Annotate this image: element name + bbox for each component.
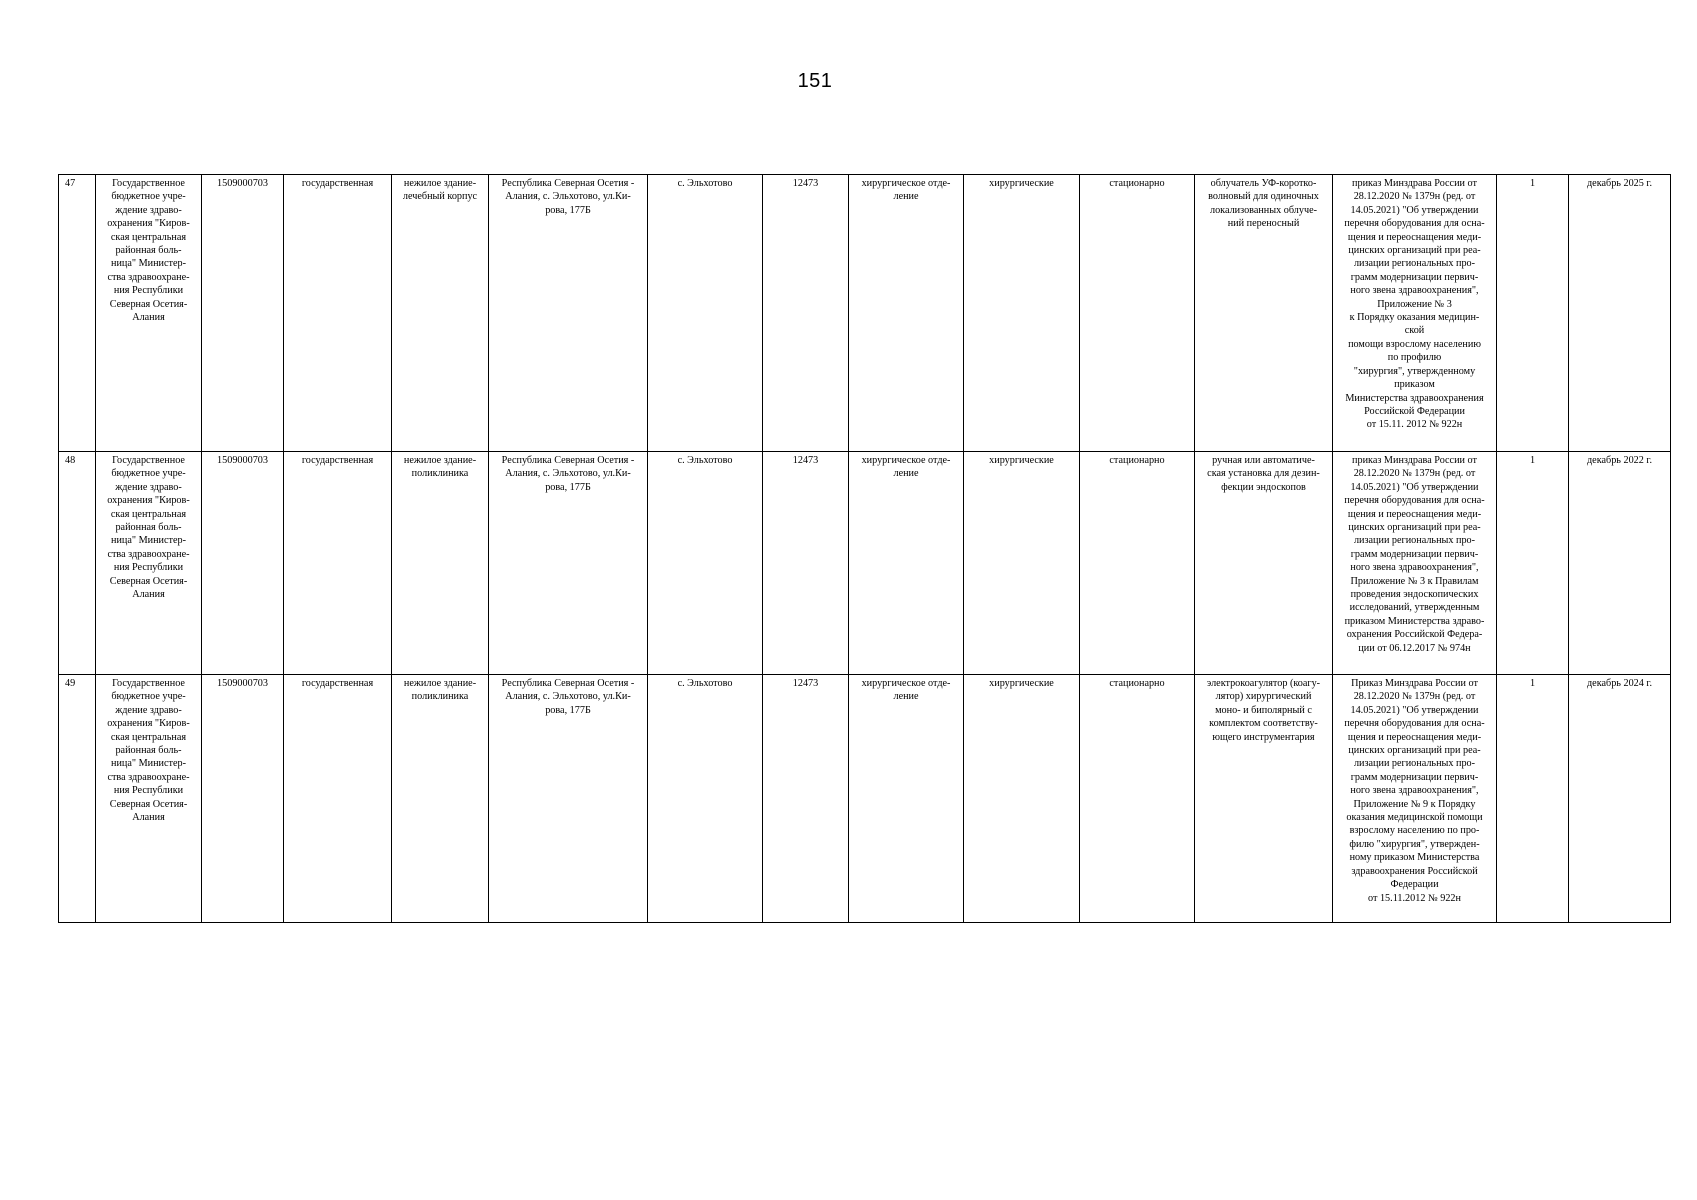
cell-line: лизации региональных про- xyxy=(1353,258,1476,270)
cell-line: ская установка для дезин- xyxy=(1207,468,1320,480)
cell-line: поликлиника xyxy=(411,691,469,703)
locality: с. Эльхотово xyxy=(648,452,763,675)
population: 12473 xyxy=(763,452,849,675)
equipment-registry-table xyxy=(58,174,1671,923)
cell-line: филю "хирургия", утвержден- xyxy=(1349,838,1480,850)
cell-line: ства здравоохране- xyxy=(107,548,190,560)
cell-line: облучатель УФ-коротко- xyxy=(1210,178,1317,189)
cell-line: нежилое здание- xyxy=(403,178,477,189)
cell-line: ручная или автоматиче- xyxy=(1212,455,1315,466)
cell-line: грамм модернизации первич- xyxy=(1350,771,1479,783)
organization-name xyxy=(96,175,202,452)
deadline: декабрь 2022 г. xyxy=(1569,452,1671,675)
cell-line: бюджетное учре- xyxy=(111,191,186,203)
cell-line: ница" Министер- xyxy=(111,758,186,770)
cell-line: рова, 177Б xyxy=(545,204,591,216)
cell-line: фекции эндоскопов xyxy=(1221,481,1306,493)
cell-line: Северная Осетия- xyxy=(109,575,188,587)
cell-line: ния Республики xyxy=(113,785,184,797)
locality: с. Эльхотово xyxy=(648,175,763,452)
cell-line: ждение здраво- xyxy=(115,704,182,716)
cell-line: Федерации xyxy=(1390,879,1439,891)
row-number: 49 xyxy=(59,675,96,923)
department xyxy=(849,452,964,675)
cell-line: Алания, с. Эльхотово, ул.Ки- xyxy=(505,468,631,480)
cell-line: волновый для одиночных xyxy=(1208,191,1319,203)
cell-line: районная боль- xyxy=(115,245,182,257)
cell-line: Государственное xyxy=(112,678,185,689)
cell-line: 28.12.2020 № 1379н (ред. от xyxy=(1353,468,1476,480)
table-row xyxy=(59,175,1671,452)
cell-line: ющего инструментария xyxy=(1212,731,1315,743)
cell-line: Российской Федерации xyxy=(1364,405,1465,417)
cell-line: хирургическое отде- xyxy=(861,178,951,189)
cell-line: Министерства здравоохранения xyxy=(1345,392,1484,404)
cell-line: цинских организаций при реа- xyxy=(1348,522,1481,534)
building-type xyxy=(392,175,489,452)
care-form: стационарно xyxy=(1080,175,1195,452)
cell-line: хирургическое отде- xyxy=(861,678,951,689)
cell-line: Алания, с. Эльхотово, ул.Ки- xyxy=(505,191,631,203)
cell-line: Приложение № 3 к Правилам xyxy=(1350,575,1479,587)
cell-line: перечня оборудования для осна- xyxy=(1344,718,1485,730)
profile: хирургические xyxy=(964,675,1080,923)
cell-line: Республика Северная Осетия - xyxy=(501,178,635,189)
address xyxy=(489,452,648,675)
cell-line: приказом xyxy=(1394,379,1435,391)
cell-line: ния Республики xyxy=(113,285,184,297)
deadline: декабрь 2024 г. xyxy=(1569,675,1671,923)
cell-line: щения и переоснащения меди- xyxy=(1347,731,1482,743)
cell-line: взрослому населению по про- xyxy=(1349,825,1480,837)
page-number: 151 xyxy=(797,70,833,92)
cell-line: ление xyxy=(893,691,919,703)
cell-line: нежилое здание- xyxy=(403,678,477,689)
cell-line: ница" Министер- xyxy=(111,535,186,547)
inn: 1509000703 xyxy=(202,452,284,675)
building-type xyxy=(392,675,489,923)
cell-line: Государственное xyxy=(112,178,185,189)
locality: с. Эльхотово xyxy=(648,675,763,923)
cell-line: приказом Министерства здраво- xyxy=(1344,615,1485,627)
ownership-form: государственная xyxy=(284,175,392,452)
cell-line: ждение здраво- xyxy=(115,481,182,493)
address xyxy=(489,175,648,452)
cell-line: лизации региональных про- xyxy=(1353,758,1476,770)
cell-line: 14.05.2021) "Об утверждении xyxy=(1350,204,1479,216)
cell-line: ской xyxy=(1404,325,1425,337)
organization-name xyxy=(96,452,202,675)
cell-line: к Порядку оказания медицин- xyxy=(1349,312,1480,324)
cell-line: лечебный корпус xyxy=(402,191,478,203)
cell-line: ного звена здравоохранения", xyxy=(1350,785,1479,797)
cell-line: Алания xyxy=(132,312,165,324)
cell-line: цинских организаций при реа- xyxy=(1348,745,1481,757)
department xyxy=(849,675,964,923)
cell-line: электрокоагулятор (коагу- xyxy=(1206,678,1321,689)
cell-line: лизации региональных про- xyxy=(1353,535,1476,547)
cell-line: охранения Российской Федера- xyxy=(1346,629,1483,641)
cell-line: охранения "Киров- xyxy=(107,718,190,730)
cell-line: Приложение № 9 к Порядку xyxy=(1353,798,1476,810)
legal-basis xyxy=(1333,175,1497,452)
population: 12473 xyxy=(763,675,849,923)
cell-line: нежилое здание- xyxy=(403,455,477,466)
cell-line: рова, 177Б xyxy=(545,481,591,493)
cell-line: 14.05.2021) "Об утверждении xyxy=(1350,481,1479,493)
cell-line: ний переносный xyxy=(1227,218,1300,230)
cell-line: ская центральная xyxy=(110,231,187,243)
cell-line: "хирургия", утвержденному xyxy=(1353,365,1476,377)
cell-line: бюджетное учре- xyxy=(111,468,186,480)
cell-line: охранения "Киров- xyxy=(107,495,190,507)
cell-line: 14.05.2021) "Об утверждении xyxy=(1350,704,1479,716)
cell-line: помощи взрослому населению xyxy=(1348,338,1481,350)
cell-line: ление xyxy=(893,191,919,203)
cell-line: Государственное xyxy=(112,455,185,466)
table-row xyxy=(59,452,1671,675)
care-form: стационарно xyxy=(1080,675,1195,923)
cell-line: ская центральная xyxy=(110,731,187,743)
cell-line: Северная Осетия- xyxy=(109,298,188,310)
cell-line: проведения эндоскопических xyxy=(1350,589,1479,601)
care-form: стационарно xyxy=(1080,452,1195,675)
cell-line: 28.12.2020 № 1379н (ред. от xyxy=(1353,691,1476,703)
cell-line: ница" Министер- xyxy=(111,258,186,270)
cell-line: 28.12.2020 № 1379н (ред. от xyxy=(1353,191,1476,203)
cell-line: Алания xyxy=(132,589,165,601)
row-number: 47 xyxy=(59,175,96,452)
cell-line: оказания медицинской помощи xyxy=(1346,812,1483,824)
cell-line: щения и переоснащения меди- xyxy=(1347,508,1482,520)
cell-line: ния Республики xyxy=(113,562,184,574)
cell-line: щения и переоснащения меди- xyxy=(1347,231,1482,243)
cell-line: по профилю xyxy=(1387,352,1442,364)
ownership-form: государственная xyxy=(284,452,392,675)
building-type xyxy=(392,452,489,675)
profile: хирургические xyxy=(964,175,1080,452)
cell-line: районная боль- xyxy=(115,522,182,534)
cell-line: моно- и биполярный с xyxy=(1215,704,1312,716)
cell-line: комплектом соответству- xyxy=(1209,718,1318,730)
cell-line: перечня оборудования для осна- xyxy=(1344,495,1485,507)
cell-line: ного звена здравоохранения", xyxy=(1350,285,1479,297)
row-number: 48 xyxy=(59,452,96,675)
cell-line: поликлиника xyxy=(411,468,469,480)
cell-line: ному приказом Министерства xyxy=(1349,852,1480,864)
cell-line: исследований, утвержденным xyxy=(1349,602,1480,614)
cell-line: охранения "Киров- xyxy=(107,218,190,230)
department xyxy=(849,175,964,452)
cell-line: Алания, с. Эльхотово, ул.Ки- xyxy=(505,691,631,703)
cell-line: грамм модернизации первич- xyxy=(1350,271,1479,283)
cell-line: районная боль- xyxy=(115,745,182,757)
ownership-form: государственная xyxy=(284,675,392,923)
profile: хирургические xyxy=(964,452,1080,675)
cell-line: грамм модернизации первич- xyxy=(1350,548,1479,560)
cell-line: рова, 177Б xyxy=(545,704,591,716)
equipment-name xyxy=(1195,175,1333,452)
cell-line: бюджетное учре- xyxy=(111,691,186,703)
cell-line: здравоохранения Российской xyxy=(1351,865,1478,877)
cell-line: приказ Минздрава России от xyxy=(1352,178,1477,189)
cell-line: хирургическое отде- xyxy=(861,455,951,466)
population: 12473 xyxy=(763,175,849,452)
cell-line: от 15.11. 2012 № 922н xyxy=(1366,419,1463,431)
cell-line: ление xyxy=(893,468,919,480)
table-row xyxy=(59,675,1671,923)
inn: 1509000703 xyxy=(202,675,284,923)
cell-line: ждение здраво- xyxy=(115,204,182,216)
cell-line: локализованных облуче- xyxy=(1209,204,1317,216)
cell-line: Приложение № 3 xyxy=(1377,298,1452,310)
cell-line: приказ Минздрава России от xyxy=(1352,455,1477,466)
cell-line: Республика Северная Осетия - xyxy=(501,455,635,466)
cell-line: ного звена здравоохранения", xyxy=(1350,562,1479,574)
address xyxy=(489,675,648,923)
cell-line: ции от 06.12.2017 № 974н xyxy=(1358,642,1471,654)
cell-line: Северная Осетия- xyxy=(109,798,188,810)
cell-line: от 15.11.2012 № 922н xyxy=(1368,892,1461,904)
cell-line: перечня оборудования для осна- xyxy=(1344,218,1485,230)
legal-basis xyxy=(1333,675,1497,923)
equipment-name xyxy=(1195,675,1333,923)
equipment-name xyxy=(1195,452,1333,675)
quantity: 1 xyxy=(1497,452,1569,675)
quantity: 1 xyxy=(1497,175,1569,452)
cell-line: Приказ Минздрава России от xyxy=(1351,678,1478,689)
quantity: 1 xyxy=(1497,675,1569,923)
deadline: декабрь 2025 г. xyxy=(1569,175,1671,452)
cell-line: Республика Северная Осетия - xyxy=(501,678,635,689)
cell-line: цинских организаций при реа- xyxy=(1348,245,1481,257)
cell-line: ства здравоохране- xyxy=(107,271,190,283)
legal-basis xyxy=(1333,452,1497,675)
organization-name xyxy=(96,675,202,923)
cell-line: ская центральная xyxy=(110,508,187,520)
cell-line: ства здравоохране- xyxy=(107,771,190,783)
cell-line: Алания xyxy=(132,812,165,824)
cell-line: лятор) хирургический xyxy=(1215,691,1312,703)
inn: 1509000703 xyxy=(202,175,284,452)
